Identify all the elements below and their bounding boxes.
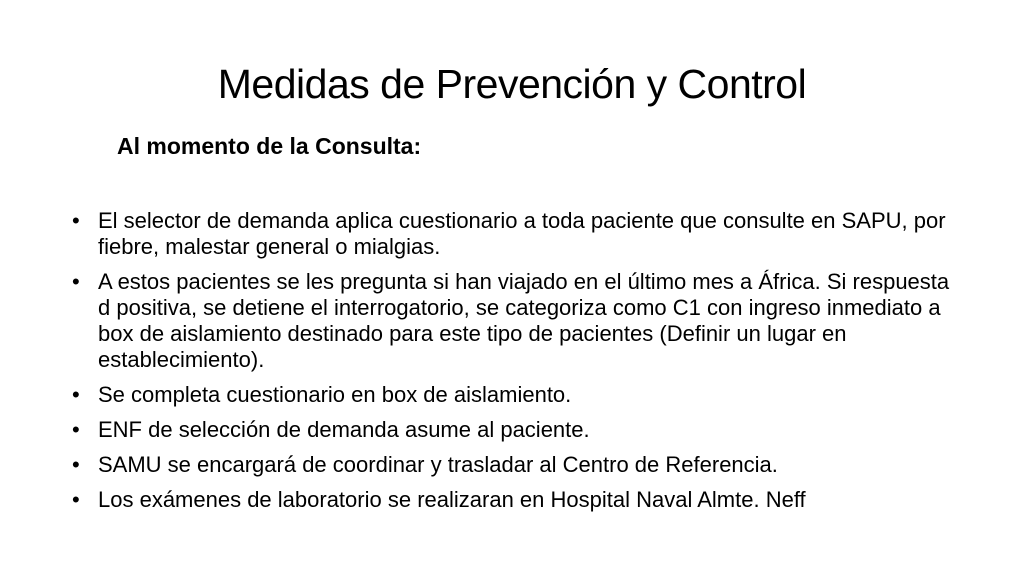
bullet-item xyxy=(72,487,962,513)
bullet-text: SAMU se encargará de coordinar y trasladar al Centro de Referencia. xyxy=(98,452,778,477)
bullet-dot-icon: • xyxy=(72,208,80,233)
bullet-item xyxy=(72,208,962,260)
bullet-text: Se completa cuestionario en box de aislamiento. xyxy=(98,382,572,407)
bullet-dot-icon: • xyxy=(72,382,80,407)
bullet-item xyxy=(72,417,962,443)
bullet-text: El selector de demanda aplica cuestionario a toda paciente que consulte en SAPU, por fiebre, malestar general o mialgias. xyxy=(98,208,946,259)
bullet-text: ENF de selección de demanda asume al paciente. xyxy=(98,417,590,442)
bullet-dot-icon: • xyxy=(72,417,80,442)
bullet-item xyxy=(72,452,962,478)
slide-title: Medidas de Prevención y Control xyxy=(217,61,807,107)
bullet-dot-icon: • xyxy=(72,452,80,477)
bullet-list xyxy=(72,208,962,522)
bullet-item xyxy=(72,269,962,373)
bullet-item xyxy=(72,382,962,408)
bullet-text: Los exámenes de laboratorio se realizaran en Hospital Naval Almte. Neff xyxy=(98,487,806,512)
slide-subtitle: Al momento de la Consulta: xyxy=(117,133,422,159)
bullet-dot-icon: • xyxy=(72,269,80,294)
bullet-dot-icon: • xyxy=(72,487,80,512)
bullet-text: A estos pacientes se les pregunta si han viajado en el último mes a África. Si respuesta d positiva, se detiene el interrogatorio, se categoriza como C1 con ingreso inmediato a box de aislamiento destinado para este tipo de pacientes (Definir un lugar en establecimiento). xyxy=(98,269,950,372)
